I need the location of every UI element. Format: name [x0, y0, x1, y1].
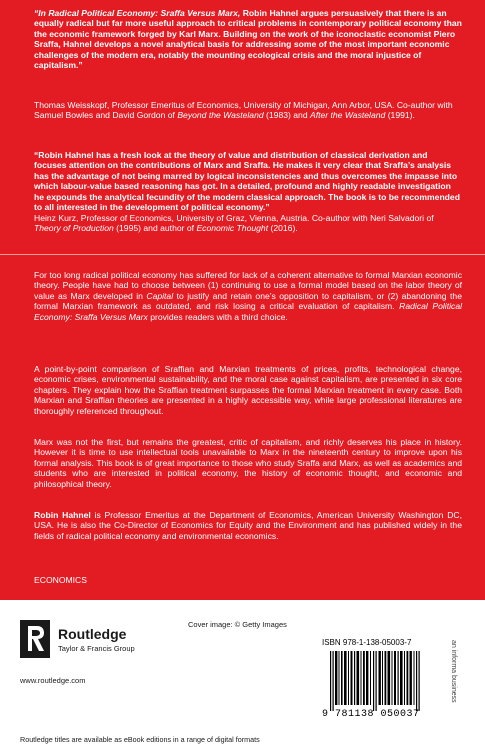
- description-paragraph-1: [34, 270, 462, 322]
- para1-c: to justify and retain one’s opposition to capitalism, or (2) abandoning the formal Marxian framework as outdated, and risk losing a critical evaluation of capitalism.: [34, 290, 462, 312]
- attr1-book-2: After the Wasteland: [309, 110, 386, 121]
- author-bio-text: is Professor Emeritus at the Department of Economics, American University Washington DC, USA. He is also the Co-Director of Economics for Equity and the Environment and has published widely in the fields of radical political economy and environmental economics.: [34, 510, 462, 541]
- attr2-text-b: (1995) and author of: [113, 223, 197, 234]
- attr2-text-c: (2016).: [268, 223, 298, 234]
- endorsements-section: [0, 0, 485, 250]
- description-paragraph-3: Marx was not the first, but remains the greatest, critic of capitalism, and richly deserves his place in history. However it is time to use intellectual tools unavailable to Marx in the nineteenth century to improve upon his formal analysis. This book is of great importance to those who study Sraffa and Marx, as well as academics and students who are interested in political economy, the history of economic thought, and economic and philosophical theory.: [34, 437, 462, 489]
- endorsement-quote-1: [34, 8, 462, 70]
- para1-e: provides readers with a third choice.: [147, 311, 288, 322]
- para1-capital: Capital: [146, 290, 174, 301]
- barcode-block: [322, 638, 434, 736]
- divider: [0, 254, 485, 255]
- publisher-logo: [20, 620, 165, 664]
- description-paragraph-2: A point-by-point comparison of Sraffian and Marxian treatments of prices, profits, technological change, economic crises, environmental sustainability, and the moral case against capitalism, are presented in six core chapters. They explain how the Sraffian treatment surpasses the formal Marxian treatment in every case. Both Marxian and Sraffian theories are presented in a highly accessible way, while large professional literatures are thoroughly referenced throughout.: [34, 364, 462, 416]
- attr1-text-b: (1983) and: [263, 110, 310, 121]
- attr1-book-1: Beyond the Wasteland: [177, 110, 264, 121]
- barcode-digits: 9 781138 050037: [322, 709, 420, 720]
- quote1-lead: “In Radical Political Economy: Sraffa Versus Marx,: [34, 8, 241, 18]
- informa-tag: [449, 640, 459, 720]
- author-name: Robin Hahnel: [34, 510, 91, 520]
- cover-credit: Cover image: © Getty Images: [188, 620, 287, 629]
- routledge-r-icon: [20, 620, 50, 658]
- para1-a: For too long radical political economy has suffered for lack of a coherent alternative to formal Marxian economic theory. People have had to choose between (1) continuing to use a formal model based on the labor theory of value as Marx developed in: [34, 270, 462, 301]
- back-cover-footer: [0, 600, 485, 750]
- publisher-name: Routledge: [58, 626, 127, 642]
- publisher-url: www.routledge.com: [20, 676, 86, 685]
- informa-text: an informa business: [450, 640, 457, 703]
- attr2-text-a: Heinz Kurz, Professor of Economics, University of Graz, Vienna, Austria. Co-author with Neri Salvadori of: [34, 213, 434, 223]
- attr1-text-a: Thomas Weisskopf, Professor Emeritus of Economics, University of Michigan, Ann Arbor, USA. Co-author with Samuel Bowles and David Gordon of: [34, 100, 453, 121]
- attr2-book-1: Theory of Production: [34, 223, 114, 234]
- endorsement-attribution-2: [34, 213, 462, 234]
- isbn-text: ISBN 978-1-138-05003-7: [322, 638, 412, 647]
- attr1-text-c: (1991).: [385, 110, 415, 121]
- attr2-book-2: Economic Thought: [196, 223, 269, 234]
- author-bio: [34, 510, 462, 541]
- quote2-body: “Robin Hahnel has a fresh look at the theory of value and distribution of classical derivation and focuses attention on the contributions of Marx and Sraffa. He makes it very clear that Sraffa’s analysis has the advantage of not being marred by logical inconsistencies and thus overcomes the impasse into which labour-value based reasoning has got. In a detailed, profound and highly readable investigation he expounds the analytical fecundity of the modern classical approach. The book is to be recommended to all interested in the development of political economy.”: [34, 150, 460, 213]
- quote1-body: Robin Hahnel argues persuasively that there is an equally radical but far more useful approach to critical problems in contemporary political economy than the economic framework forged by Karl Marx. Building on the work of the iconoclastic economist Piero Sraffa, Hahnel develops a novel analytical basis for addressing some of the most important economic challenges of the modern era, notably the mounting ecological crisis and the moral injustice of capitalism.”: [34, 8, 462, 71]
- endorsement-attribution-1: [34, 100, 462, 121]
- publisher-sub: Taylor & Francis Group: [58, 644, 135, 653]
- subject-category: ECONOMICS: [34, 575, 87, 585]
- para1-title: Radical Political Economy: Sraffa Versus Marx: [34, 301, 463, 322]
- ebook-note: Routledge titles are available as eBook editions in a range of digital formats: [20, 735, 260, 744]
- endorsement-quote-2: [34, 150, 462, 212]
